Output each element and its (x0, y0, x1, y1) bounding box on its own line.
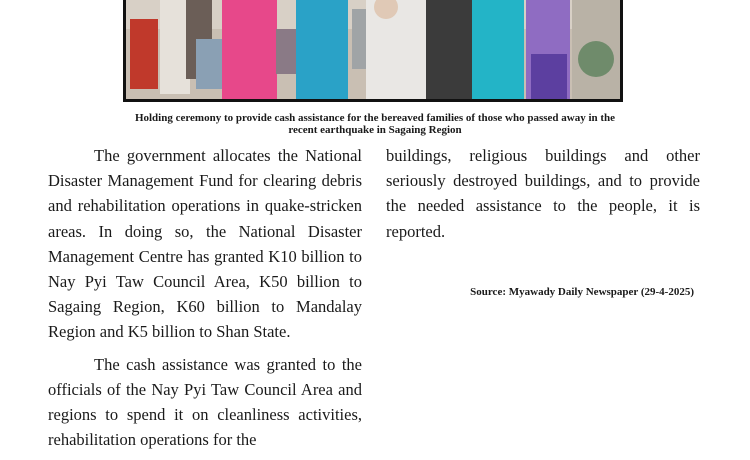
ceremony-photo-illustration (126, 0, 620, 99)
paragraph-cash-assistance: The cash assistance was granted to the officials of the Nay Pyi Taw Council Area and regions to spend it on cleanliness activities, rehabilitation operations for the (48, 354, 362, 450)
paragraph-fund-allocation: The government allocates the National Disaster Management Fund for clearing debris and rehabilitation operations in quake-stricken areas. In doing so, the National Disaster Management Centre has granted K10 billion to Nay Pyi Taw Council Area, K50 billion to Sagaing Region, K60 billion to Mandalay Region and K5 billion to Shan State. (48, 146, 362, 342)
photo-caption (95, 112, 655, 136)
paragraph-continuation: buildings, religious buildings and other seriously destroyed buildings, and to provide the needed assistance to the people, it is reported. (386, 146, 700, 241)
caption-line-2: recent earthquake in Sagaing Region (288, 124, 462, 136)
right-column (386, 143, 700, 251)
caption-line-1: Holding ceremony to provide cash assistance for the bereaved families of those who passed away in the (134, 112, 616, 124)
source-credit: Source: Myawady Daily Newspaper (29-4-2025) (470, 286, 694, 298)
left-column (48, 143, 362, 459)
ceremony-photo (123, 0, 623, 102)
